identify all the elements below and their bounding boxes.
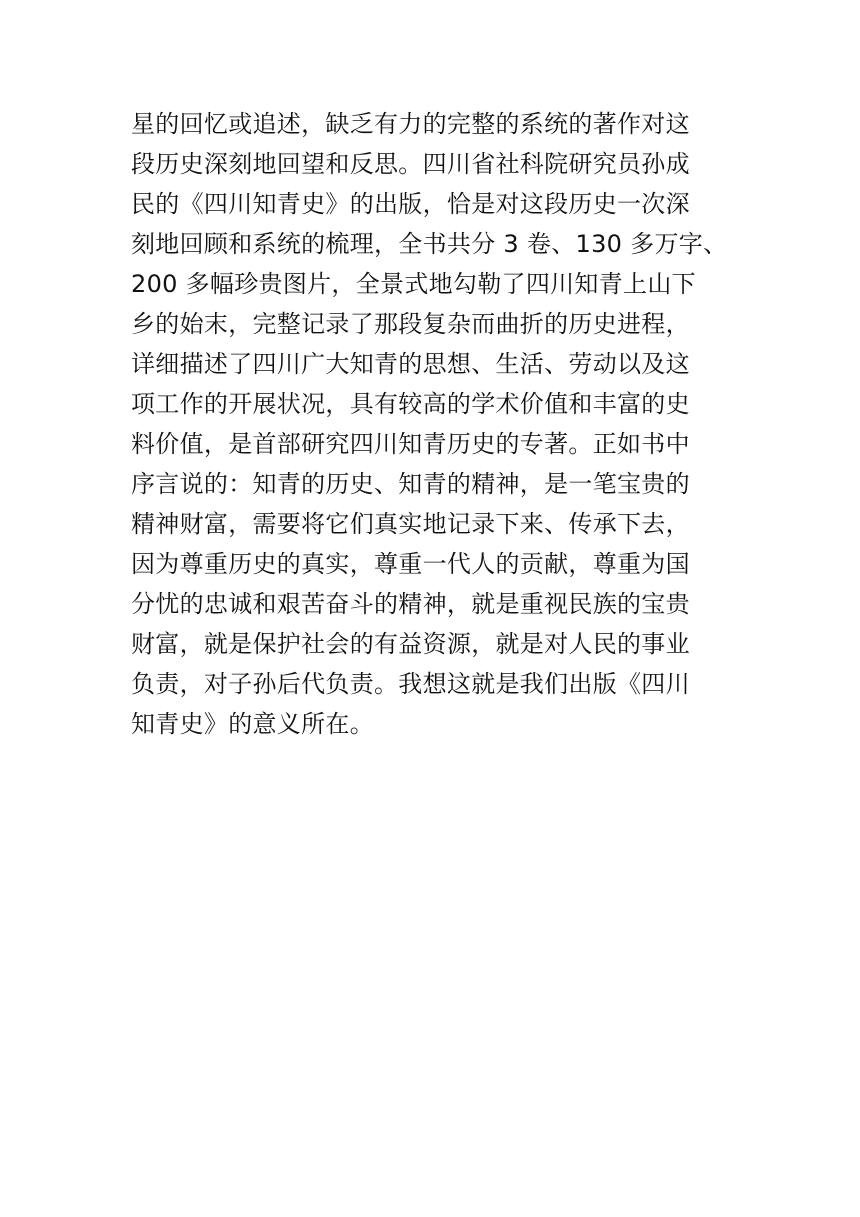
text-line: 200 多幅珍贵图片，全景式地勾勒了四川知青上山下: [131, 270, 696, 298]
text-line: 乡的始末，完整记录了那段复杂而曲折的历史进程，: [131, 310, 690, 338]
text-line: 项工作的开展状况，具有较高的学术价值和丰富的史: [131, 390, 690, 418]
text-line: 序言说的：知青的历史、知青的精神，是一笔宝贵的: [131, 470, 690, 498]
text-line: 因为尊重历史的真实，尊重一代人的贡献，尊重为国: [131, 550, 690, 578]
text-line: 民的《四川知青史》的出版，恰是对这段历史一次深: [131, 190, 690, 218]
text-line: 知青史》的意义所在。: [131, 710, 374, 738]
text-line: 财富，就是保护社会的有益资源，就是对人民的事业: [131, 630, 690, 658]
body-text: [131, 104, 741, 744]
text-line: 料价值，是首部研究四川知青历史的专著。正如书中: [131, 430, 690, 458]
text-line: 段历史深刻地回望和反思。四川省社科院研究员孙成: [131, 150, 690, 178]
text-line: 精神财富，需要将它们真实地记录下来、传承下去，: [131, 510, 690, 538]
text-line: 负责，对子孙后代负责。我想这就是我们出版《四川: [131, 670, 690, 698]
text-line: 分忧的忠诚和艰苦奋斗的精神，就是重视民族的宝贵: [131, 590, 690, 618]
text-line: 详细描述了四川广大知青的思想、生活、劳动以及这: [131, 350, 690, 378]
text-line: 刻地回顾和系统的梳理，全书共分 3 卷、130 多万字、: [131, 230, 728, 258]
text-line: 星的回忆或追述，缺乏有力的完整的系统的著作对这: [131, 110, 690, 138]
